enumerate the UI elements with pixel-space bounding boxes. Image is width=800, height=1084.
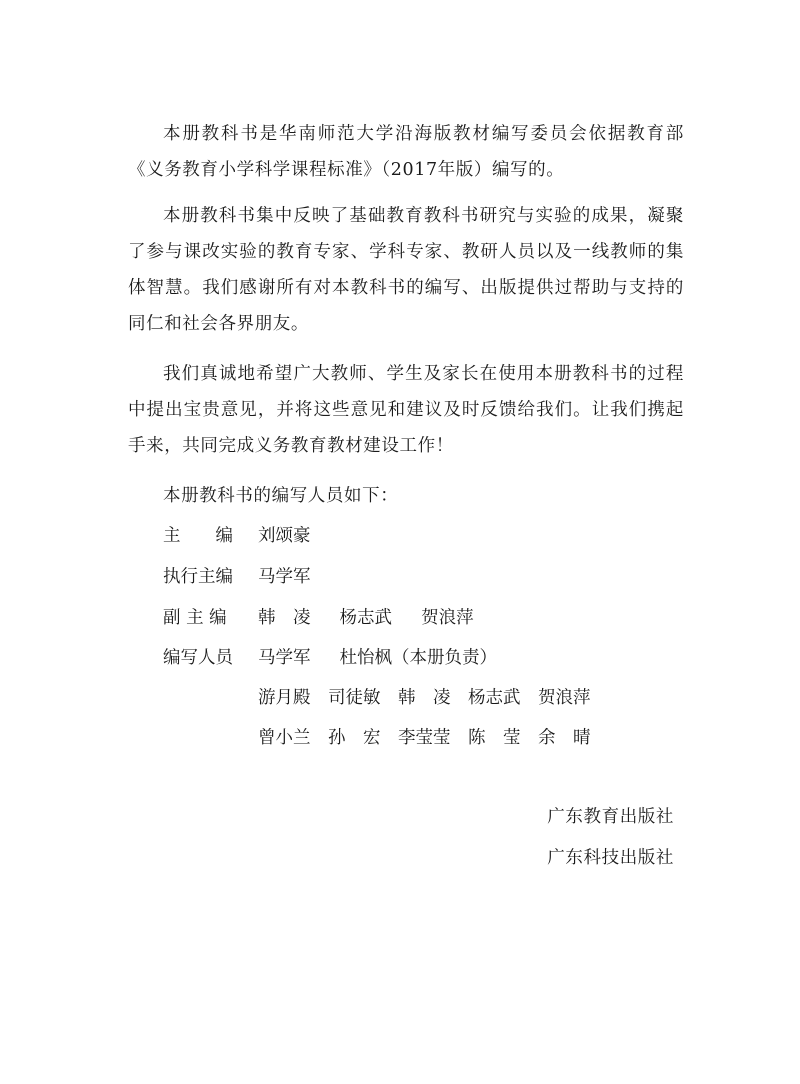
writers-names-line-1: 马学军 杜怡枫（本册负责） (258, 648, 498, 668)
intro-text-3: 我们真诚地希望广大教师、学生及家长在使用本册教科书的过程中提出宝贵意见，并将这些意见和建议及时反馈给我们。让我们携起手来，共同完成义务教育教材建设工作！ (128, 364, 684, 456)
editors-heading: 本册教科书的编写人员如下： (163, 486, 399, 506)
deputy-editor-names: 韩 凌 杨志武 贺浪萍 (258, 608, 474, 628)
intro-paragraph-2 (128, 198, 684, 342)
publisher-science-technology: 广东科技出版社 (547, 848, 674, 868)
writers-names-line-3: 曾小兰 孙 宏 李莹莹 陈 莹 余 晴 (258, 728, 591, 748)
chief-editor-names: 刘颂豪 (258, 526, 311, 546)
intro-paragraph-3 (128, 356, 684, 464)
publisher-education: 广东教育出版社 (547, 807, 674, 827)
intro-paragraph-1 (128, 116, 684, 188)
deputy-editor-label: 副 主 编 (163, 608, 227, 628)
executive-editor-label: 执行主编 (163, 567, 233, 587)
intro-text-2: 本册教科书集中反映了基础教育教科书研究与实验的成果，凝聚了参与课改实验的教育专家、学科专家、教研人员以及一线教师的集体智慧。我们感谢所有对本教科书的编写、出版提供过帮助与支持的同仁和社会各界朋友。 (128, 206, 684, 334)
executive-editor-names: 马学军 (258, 567, 311, 587)
writers-label: 编写人员 (163, 648, 233, 668)
intro-text-1: 本册教科书是华南师范大学沿海版教材编写委员会依据教育部《义务教育小学科学课程标准》（2017年版）编写的。 (128, 124, 684, 180)
chief-editor-label: 主 编 (163, 526, 233, 546)
writers-names-line-2: 游月殿 司徒敏 韩 凌 杨志武 贺浪萍 (258, 688, 591, 708)
